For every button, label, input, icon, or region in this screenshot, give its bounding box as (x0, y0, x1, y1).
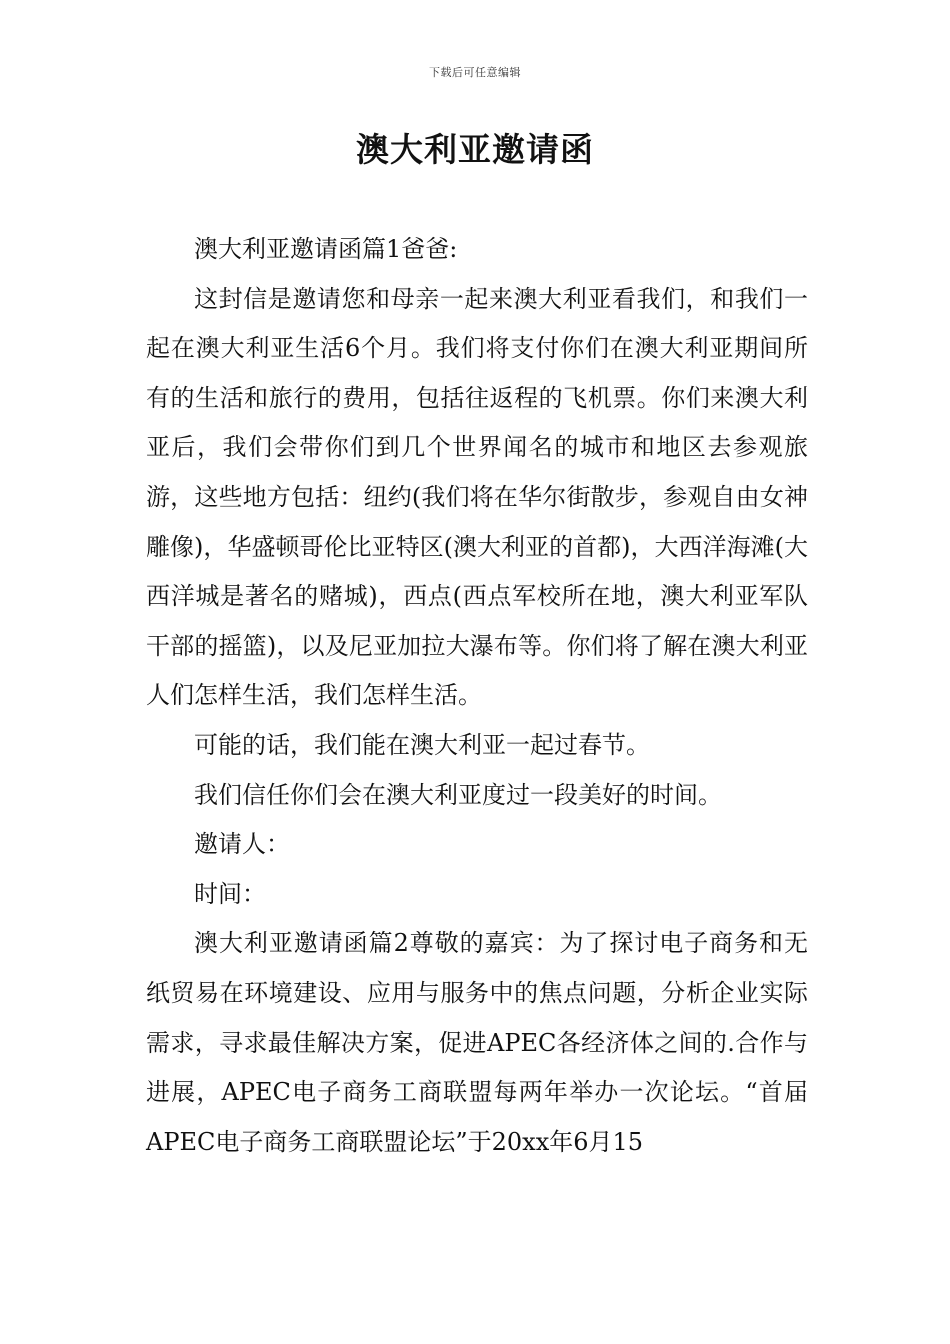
paragraph-inviter: 邀请人： (194, 830, 290, 859)
header-note: 下载后可任意编辑 (429, 66, 521, 79)
document-title: 澳大利亚邀请函 (356, 130, 594, 169)
paragraph-invitation-details: 这封信是邀请您和母亲一起来澳大利亚看我们，和我们一起在澳大利亚生活6个月。我们将支付你们在澳大利亚期间所有的生活和旅行的费用，包括往返程的飞机票。你们来澳大利亚后，我们会带你们到几个世界闻名的城市和地区去参观旅游，这些地方包括：纽约(我们将在华尔街散步，参观自由女神雕像)，华盛顿哥伦比亚特区(澳大利亚的首都)，大西洋海滩(大西洋城是著名的赌城)，西点(西点军校所在地，澳大利亚军队干部的摇篮)，以及尼亚加拉大瀑布等。你们将了解在澳大利亚人们怎样生活，我们怎样生活。 (146, 284, 808, 710)
paragraph-greeting: 澳大利亚邀请函篇1爸爸: (194, 235, 458, 263)
paragraph-good-time: 我们信任你们会在澳大利亚度过一段美好的时间。 (194, 780, 722, 809)
paragraph-time: 时间： (194, 879, 266, 908)
paragraph-spring-festival: 可能的话，我们能在澳大利亚一起过春节。 (194, 730, 650, 759)
document-body (146, 225, 808, 1167)
paragraph-letter-two: 澳大利亚邀请函篇2尊敬的嘉宾：为了探讨电子商务和无纸贸易在环境建设、应用与服务中的焦点问题，分析企业实际需求，寻求最佳解决方案，促进APEC各经济体之间的.合作与进展，APEC电子商务工商联盟每两年举办一次论坛。“首届APEC电子商务工商联盟论坛”于20xx年6月15 (146, 929, 808, 1156)
